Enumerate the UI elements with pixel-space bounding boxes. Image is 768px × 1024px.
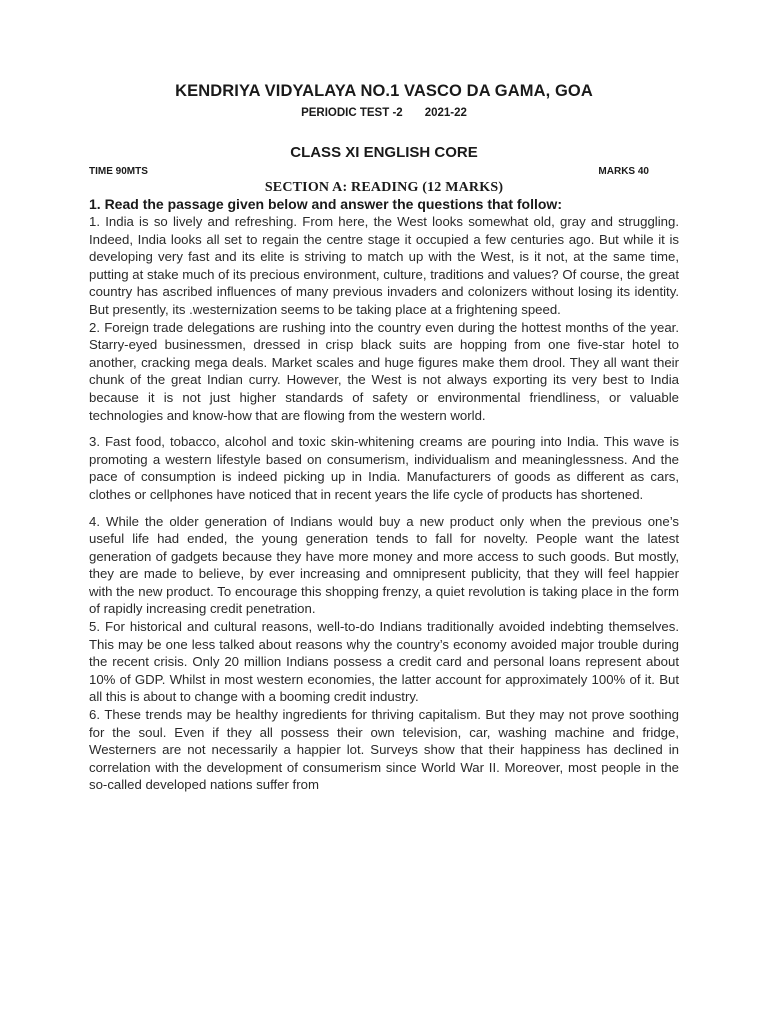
academic-year: 2021-22: [424, 107, 467, 119]
school-name: KENDRIYA VIDYALAYA NO.1 VASCO DA GAMA, GOA: [175, 82, 593, 100]
question-instruction: 1. Read the passage given below and answer the questions that follow:: [89, 196, 562, 212]
time-label: TIME 90MTS: [89, 166, 148, 177]
paragraph-6: 6. These trends may be healthy ingredients for thriving capitalism. But they may not prove soothing for the soul. Even if they all possess their own television, car, washing machine and fridge, Westerners are not necessarily a happier lot. Surveys show that their happiness has declined in correlation with the development of consumerism since World War II. Moreover, most people in the so-called developed nations suffer from: [89, 707, 679, 793]
marks-label: MARKS 40: [598, 166, 649, 177]
test-info: [89, 107, 679, 119]
reading-passage: [89, 213, 679, 794]
document-page: [89, 0, 679, 1024]
section-heading: SECTION A: READING (12 MARKS): [264, 180, 504, 195]
paragraph-5: 5. For historical and cultural reasons, well-to-do Indians traditionally avoided indebting themselves. This may be one less talked about reasons why the country’s economy avoided major trouble during the recent crisis. Only 20 million Indians possess a credit card and personal loans represent about 10% of GDP. Whilst in most western economies, the latter account for approximately 100% of it. But all this is about to change with a booming credit industry.: [89, 619, 679, 705]
paragraph-2: 2. Foreign trade delegations are rushing into the country even during the hottest months of the year. Starry-eyed businessmen, dressed in crisp black suits are hopping from one five-star hotel to another, cracking mega deals. Market scales and huge figures make them drool. They all want their chunk of the great Indian curry. However, the West is not always exporting its very best to India because it is not just higher standards of safety or environmental friendliness, or valuable technologies and know-how that are flowing from the western world.: [89, 319, 679, 423]
paragraph-1: 1. India is so lively and refreshing. From here, the West looks somewhat old, gray and struggling. Indeed, India looks all set to regain the centre stage it occupied a few centuries ago. But while it is developing very fast and its elite is striving to match up with the West, is it not, at the same time, putting at stake much of its precious environment, culture, traditions and values? Of course, the great country has ascribed influences of many previous invaders and colonizers without losing its identity. But presently, its .westernization seems to be taking place at a frightening speed.: [89, 214, 679, 317]
paragraph-4: 4. While the older generation of Indians would buy a new product only when the previous one’s useful life had ended, the young generation tends to fall for novelty. People want the latest generation of gadgets because they have more money and more access to such goods. But mostly, they are made to believe, by ever increasing and omnipresent publicity, that they will feel happier with the new product. To encourage this shopping frenzy, a quiet revolution is taking place in the form of rapidly increasing credit penetration.: [89, 513, 679, 617]
class-title: CLASS XI ENGLISH CORE: [290, 144, 478, 161]
test-name: PERIODIC TEST -2: [301, 107, 403, 119]
exam-meta: [89, 166, 649, 177]
paragraph-3: 3. Fast food, tobacco, alcohol and toxic skin-whitening creams are pouring into India. This wave is promoting a western lifestyle based on consumerism, individualism and meaninglessness. And the pace of consumption is indeed picking up in India. Manufacturers of goods as different as cars, clothes or cellphones have noticed that in recent years the life cycle of products has shortened.: [89, 434, 679, 502]
